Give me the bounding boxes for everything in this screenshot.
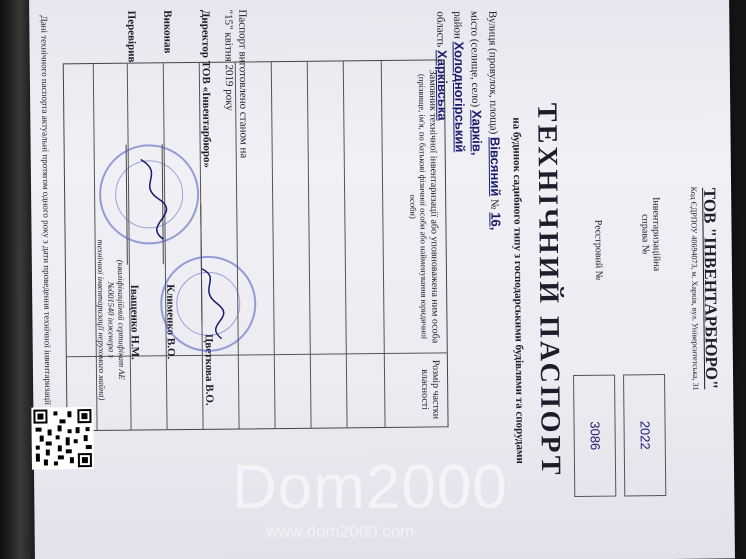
company-address: Код ЄДРПОУ 40694073, м. Харків, вул. Університетська, 31	[689, 186, 701, 391]
director-signature	[192, 264, 228, 344]
table-row	[271, 62, 276, 428]
inventory-no-sign: №	[639, 244, 651, 255]
inventory-label-line1: Інвентаризаційна	[650, 197, 662, 272]
district-value: Холодногірський	[451, 41, 468, 153]
region-label: область	[434, 11, 447, 48]
table-header-share: Розмір частки власності	[418, 359, 442, 420]
district-row	[451, 11, 467, 152]
company-name: ТОВ "ІНВЕНТАРБЮРО"	[700, 187, 722, 390]
house-number-value: 16,	[488, 212, 504, 231]
checked-label: Перевірив	[125, 10, 138, 63]
compiled-date: "15" квітня 2019 року	[222, 9, 236, 111]
compiled-label: Паспорт виготовлено станом на	[236, 9, 250, 159]
watermark-brand: Dom2000	[232, 453, 508, 522]
inventory-label	[639, 189, 662, 279]
watermark-url: www.dom2000.com	[266, 522, 415, 541]
table-row	[381, 61, 386, 427]
inventory-label-case: справа	[639, 214, 651, 243]
qr-code	[31, 407, 94, 470]
compiled-date-block	[221, 9, 251, 158]
city-value: Харків,	[469, 109, 485, 156]
executor-name: Клименко В.О.	[164, 284, 177, 360]
street-row	[486, 11, 503, 231]
city-row	[468, 11, 485, 156]
inventory-number-box	[623, 374, 666, 496]
inventory-label-line2	[639, 189, 651, 279]
house-number-label: №	[488, 198, 501, 210]
table-header-owner-title: Замовник технічної інвентаризації або уповноважена ним особа	[426, 69, 441, 344]
inventory-number: 2022	[637, 420, 653, 450]
registry-number: 3086	[587, 421, 603, 451]
table-row	[307, 62, 312, 428]
table-header-owner	[407, 66, 441, 346]
director-name: Цветкова В.О.	[202, 333, 216, 406]
qr-code-graphic	[31, 407, 94, 470]
director-label: Директор ТОВ «Інвентарбюро»	[199, 9, 213, 169]
executor-label: Виконав	[161, 10, 174, 54]
document-title: ТЕХНІЧНИЙ ПАСПОРТ	[531, 102, 567, 478]
document-subtitle: на будинок садибного типу з господарськими будівлями та спорудами	[510, 117, 526, 464]
table-header-owner-subtitle: (прізвище, ім'я, по батькові фізичної особи або найменування юридичної особи)	[408, 73, 430, 340]
checked-cert-line2: №001540 інженера з	[106, 281, 117, 358]
district-label: район	[451, 11, 464, 39]
footer-note: Дані технічного паспорта актуальні протягом одного року з дати проведення технічної інвентаризації	[39, 15, 54, 406]
checked-cert-line3: технічної інвентаризації нерухомого майна)	[95, 239, 108, 401]
checked-name: Іващенко Н.М.	[128, 284, 141, 360]
checked-certificate	[96, 235, 128, 405]
street-label: Вулиця (провулок, площа)	[486, 10, 500, 135]
executor-signature	[131, 154, 172, 244]
region-value: Харківська	[434, 49, 451, 121]
registry-number-box	[573, 375, 616, 497]
city-label: місто (селище, село)	[468, 10, 482, 108]
checked-cert-line1: (кваліфікаційний сертифікат АЕ	[115, 259, 128, 380]
registry-label: Реєстровий №	[592, 219, 605, 281]
table-row	[343, 61, 348, 427]
street-value: Вівсяний	[487, 136, 504, 197]
